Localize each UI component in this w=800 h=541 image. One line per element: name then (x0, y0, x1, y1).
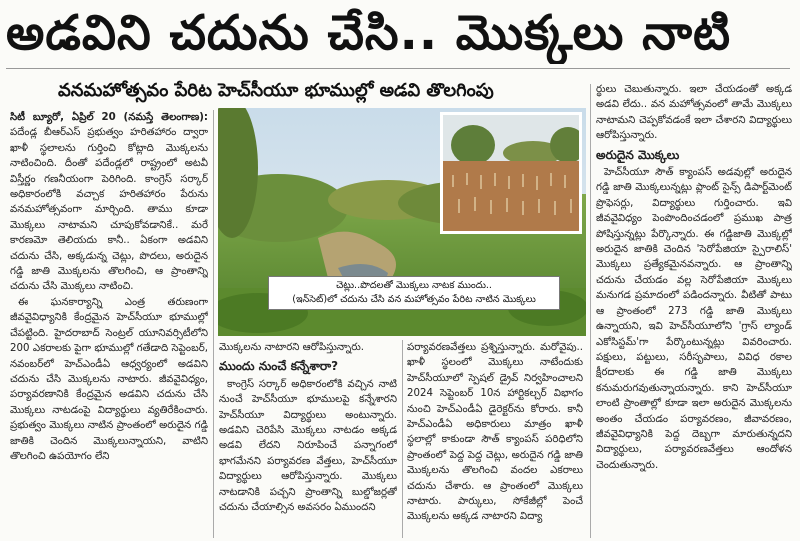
inset-photo (440, 112, 582, 234)
inset-photo-image (443, 115, 579, 231)
column-divider (213, 110, 214, 538)
paragraph: ర్థులు చెబుతున్నారు. ఇలా చేయడంతో అక్కడ అడవి లేదు.. వన మహోత్సవంలో తామే మొక్కలు నాటామని చెప్పకోవడంకే ఇలా చేశారని విద్యార్థులు ఆరోపిస్తున్నారు. (596, 84, 792, 142)
paragraph: హెచ్‌సీయూ సౌత్ క్యాంపస్ అడవుల్లో అరుదైన గడ్డి జాతి మొక్కలున్నట్లు ప్లాంట్ సైన్స్ డిపార్ట్‌మెంట్ ప్రొఫెసర్లు, విద్యార్థులు గుర్తించారు. ఇవి జీవవైవిధ్యం పెంపొందించడంలో ప్రముఖ పాత్ర పోషిస్తున్నట్లు పేర్కొన్నారు. ఈ గడ్డిజాతి మొక్కల్లో అరుదైన జాతికి చెందిన 'సెరోపేజియా స్పైరాలిస్' మొక్కలు ప్రత్యేకమైనవన్నారు. ఆ ప్రాంతాన్ని చదును చేయడం వల్ల సెరోపేజియా మొక్కలు మనుగడ ప్రమాదంలో పడిందన్నారు. వీటితో పాటు ఆ ప్రాంతంలో 273 గడ్డి జాతి మొక్కలు ఉన్నాయని, ఇవి హెచ్‌సీయూలోని 'గ్రాస్ ల్యాండ్ ఎకోసిస్టమ్'గా పేర్కొంటున్నట్లు వివరించారు. పక్షులు, పట్టులు, సరీసృపాలు, వివిధ రకాల క్షీరదాలకు ఈ గడ్డి జాతి మొక్కలు కనుమరుగవుతున్నాయన్నారు. కాని హెచ్‌సీయూ లాంటి ప్రాంతాల్లో కూడా ఇలా అరుదైన మొక్కలను అంతం చేయడం పర్యావరణం, జీవావరణం, జీవవైవిధ్యానికి పెద్ద దెబ్బగా మారుతున్నదని విద్యార్థులు, పర్యావరణవేత్తలు ఆందోళన చెందుతున్నారు. (596, 167, 792, 471)
column-1 (10, 110, 208, 538)
paragraph: మొక్కలను నాటారని ఆరోపిస్తున్నారు. (219, 342, 365, 353)
section-title: అరుదైన మొక్కలు (596, 147, 680, 162)
headline: అడవిని చదును చేసి.. మొక్కలు నాటి (6, 5, 731, 61)
column-4 (596, 82, 792, 538)
subheadline: వనమహోత్సవం పేరిట హెచ్‌సీయూ భూముల్లో అడవి తొలగింపు (58, 80, 494, 101)
paragraph: కాంగ్రెస్ సర్కార్ అధికారంలోకి వచ్చిన నాటి నుంచే హెచ్‌సీయూ భూములపై కన్నేశారని హెచ్‌సీయూ విద్యార్థులు అంటున్నారు. అడవిని చెరిపేసి మొక్కలు నాటడం అక్కడ అడవి లేదని నిరూపించే పన్నాగంలో భాగమేనని పర్యావరణ వేత్తలు, హెచ్‌సీయూ విద్యార్థులు ఆరోపిస్తున్నారు. మొక్కలు నాటడానికి పచ్చని ప్రాంతాన్ని బుల్డోజర్లతో చదును చేయాల్సిన అవసరం ఏముందని (219, 378, 397, 514)
column-2 (219, 340, 397, 538)
paragraph: పదేండ్ల బీఆర్‌ఎస్ ప్రభుత్వం హరితహారం ద్వారా ఖాళీ స్థలాలను గుర్తించి కోట్లాది మొక్కలను నాటించింది. దీంతో పదేండ్లలో రాష్ట్రంలో అటవీ విస్తీర్ణం గణనీయంగా పెరిగింది. కాంగ్రెస్ సర్కార్ అధికారంలోకి వచ్చాక హరితహారం పేరును వనమహోత్సవంగా మార్చింది. తాము కూడా మొక్కలు నాటామని చూపుకోవడానికే.. మరే కారణమో తెలియదు కానీ.. ఏకంగా అడవిని చదును చేసి, అక్కడున్న చెట్లు, పొదలు, అరుదైన గడ్డి జాతి మొక్కలను తొలగించి, ఆ ప్రాంతాన్ని చదును చేసి మొక్కలు నాటించి. (10, 127, 208, 293)
photo-caption-line-1: చెట్లు..పొదలతో మొక్కలు నాటక ముందు.. (336, 280, 492, 291)
column-3 (407, 340, 583, 538)
column-divider (590, 84, 591, 538)
paragraph: పర్యావరణవేత్తలు ప్రశ్నిస్తున్నారు. మరోవైపు.. ఖాళీ స్థలంలో మొక్కలు నాటేందుకు హెచ్‌సీయూలో స్పెషల్ డ్రైవ్ నిర్వహించాలని 2024 సెప్టెంబర్ 10న హార్టికల్చర్ విభాగం నుంచి హెచ్‌ఎండీఏ డైరెక్టర్‌ను కోరారు. కానీ హెచ్‌ఎండీఏ అధికారులు మాత్రం ఖాళీ స్థలాల్లో కాకుండా సౌత్ క్యాంపస్ పరిధిలోని ప్రాంతంలో పెద్ద పెద్ద చెట్లు, అరుదైన గడ్డి జాతి మొక్కలను తొలగించి వందల ఎకరాలు చదును చేశారు. ఆ ప్రాంతంలో మొక్కలు నాటారు. పార్కులు, సోకేజీల్లో పెంచే మొక్కలను అక్కడ నాటారని విద్యా (407, 342, 583, 523)
dateline: సిటీ బ్యూరో, ఏప్రిల్ 20 (నమస్తే తెలంగాణ): (10, 112, 208, 123)
column-divider (402, 340, 403, 538)
photo-caption-line-2: (ఇన్‌సెట్‌)లో చదును చేసి వన మహోత్సవం పేరిట నాటిన మొక్కలు (292, 294, 536, 305)
paragraph: ఈ ఘనకార్యాన్ని ఎంత్ర తరుణంగా జీవవైవిధ్యానికి కేంద్రమైన హెచ్‌సీయూ భూముల్లో చేపట్టింది. హైదరాబాద్ సెంట్రల్ యూనివర్సిటీలోని 200 ఎకరాలకు పైగా భూముల్లో గతేడాది సెప్టెంబర్, నవంబర్‌లో హెచ్‌ఎండీఏ ఆధ్వర్యంలో అడవిని చదును చేసి మొక్కలను నాటారు. జీవవైవిధ్యం, పర్యావరణానికి కేంద్రమైన అడవిని చదును చేసి మొక్కలు నాటడంపై విద్యార్థులు వ్యతిరేకించారు. ప్రభుత్వం మొక్కలు నాటిన ప్రాంతంలో అరుదైన గడ్డి జాతికి చెందిన మొక్కలున్నాయని, వాటిని తొలగించి ఉపయోగం లేని (10, 296, 208, 462)
photo-caption (268, 276, 560, 310)
section-title: ముందు నుంచే కన్నేశారా? (219, 359, 339, 374)
headline-rule (6, 68, 790, 69)
